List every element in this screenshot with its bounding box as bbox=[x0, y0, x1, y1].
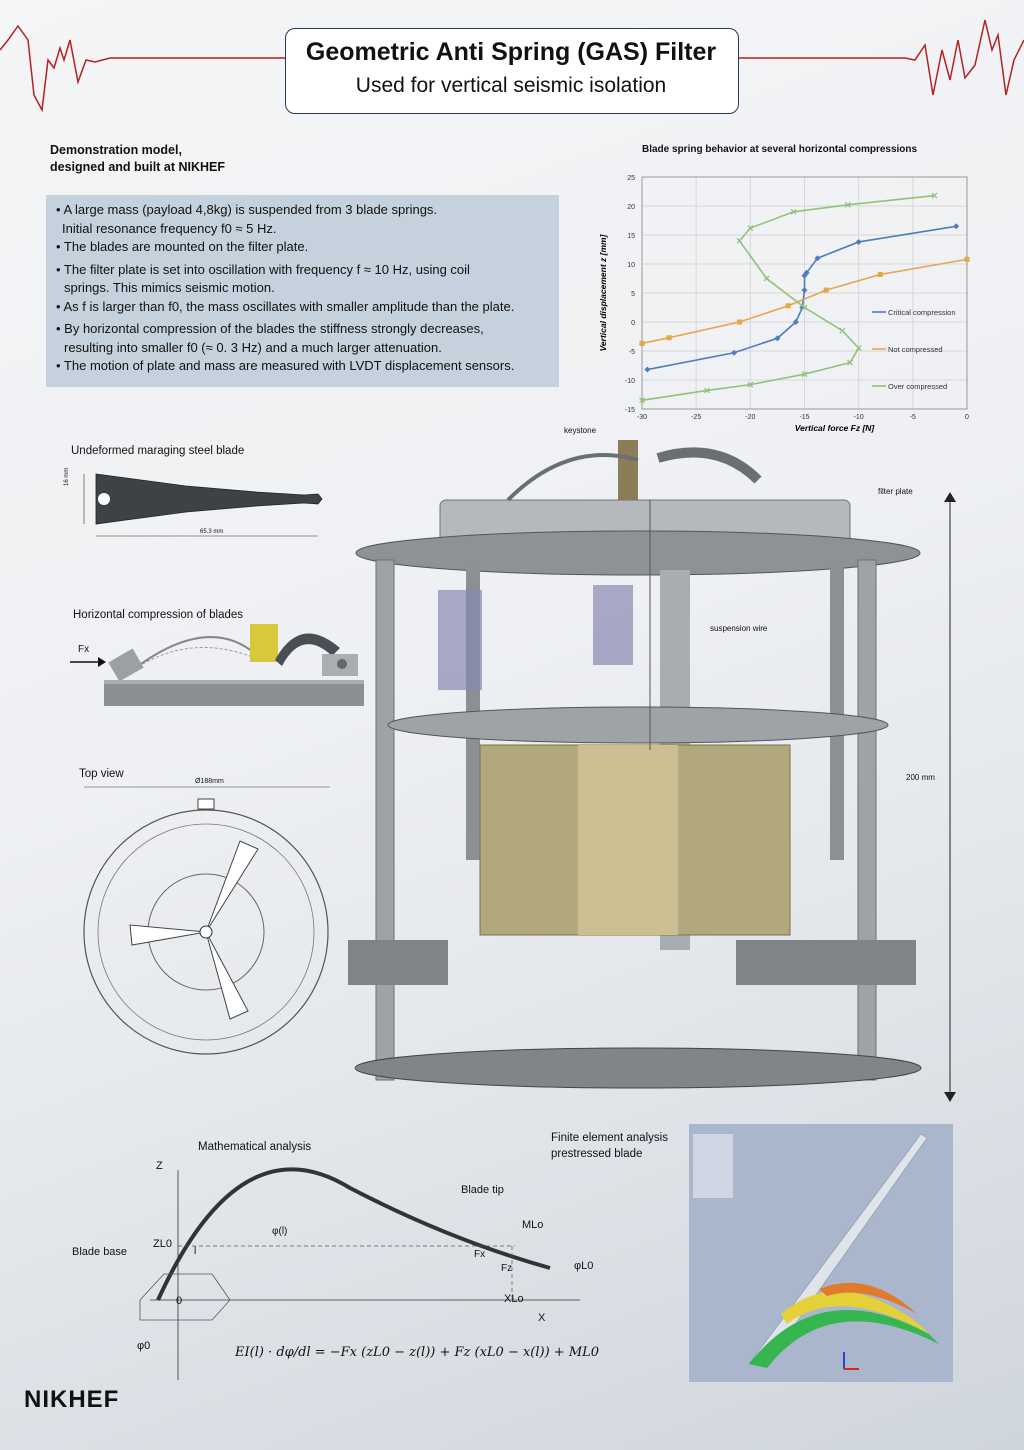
chart-point bbox=[824, 288, 829, 293]
chart-y-tick-label: -15 bbox=[624, 407, 635, 414]
bullet-1-line-2: Initial resonance frequency f0 ≈ 5 Hz. bbox=[62, 220, 277, 236]
chart-title: Blade spring behavior at several horizontal compressions bbox=[642, 144, 918, 155]
bullet-box bbox=[46, 195, 559, 387]
bullet-1-line-1: • A large mass (payload 4,8kg) is suspended from 3 blade springs. bbox=[56, 202, 438, 217]
bullet-5-line-1: • By horizontal compression of the blades the stiffness strongly decreases, bbox=[56, 321, 484, 336]
intro-line-1: Demonstration model, bbox=[50, 143, 182, 157]
chart-point bbox=[764, 276, 769, 281]
diag-z: Z bbox=[156, 1160, 163, 1172]
chart-y-tick-label: 0 bbox=[631, 320, 635, 327]
chart-legend-label: Over compressed bbox=[888, 382, 948, 391]
chart-y-tick-label: 15 bbox=[627, 233, 635, 240]
chart-point bbox=[786, 303, 791, 308]
chart-x-tick-label: -15 bbox=[799, 414, 810, 421]
filter-plate-label: filter plate bbox=[878, 487, 913, 496]
diag-x: X bbox=[538, 1312, 546, 1324]
chart-point bbox=[640, 341, 645, 346]
bullet-5 bbox=[56, 320, 559, 357]
keystone-label: keystone bbox=[564, 426, 597, 435]
math-label: Mathematical analysis bbox=[198, 1141, 312, 1153]
diag-l: l bbox=[194, 1246, 197, 1257]
chart-legend-label: Not compressed bbox=[888, 345, 943, 354]
blade-label: Undeformed maraging steel blade bbox=[71, 445, 245, 457]
blade-height-dim: 16 mm bbox=[64, 467, 70, 486]
chart-y-tick-label: 10 bbox=[627, 262, 635, 269]
diag-blade-base: Blade base bbox=[72, 1246, 128, 1258]
suspension-wire-label: suspension wire bbox=[710, 624, 768, 633]
compression-label: Horizontal compression of blades bbox=[73, 609, 244, 621]
diag-phil0: φL0 bbox=[574, 1260, 594, 1272]
chart-point bbox=[644, 367, 650, 373]
fx-label: Fx bbox=[78, 644, 90, 655]
chart-y-tick-label: 20 bbox=[627, 204, 635, 211]
chart-y-axis-label: Vertical displacement z [mm] bbox=[598, 234, 608, 352]
diag-mlo: MLo bbox=[522, 1219, 544, 1231]
bullet-4: • As f is larger than f0, the mass oscillates with smaller amplitude than the plate. bbox=[56, 298, 515, 314]
chart-x-axis-label: Vertical force Fz [N] bbox=[794, 423, 875, 433]
chart-y-tick-label: -5 bbox=[628, 349, 635, 356]
chart-x-tick-label: -25 bbox=[691, 414, 702, 421]
page-subtitle: Used for vertical seismic isolation bbox=[355, 74, 667, 97]
topview-dim: Ø188mm bbox=[195, 778, 224, 785]
chart-point bbox=[737, 320, 742, 325]
bullet-1 bbox=[56, 201, 559, 238]
chart-y-tick-label: 25 bbox=[627, 175, 635, 182]
fea-label-line-2: prestressed blade bbox=[551, 1148, 643, 1160]
chart-x-tick-label: -20 bbox=[745, 414, 756, 421]
fea-image bbox=[689, 1124, 953, 1382]
page-title: Geometric Anti Spring (GAS) Filter bbox=[305, 38, 717, 66]
intro-text bbox=[50, 142, 225, 176]
bullet-2: • The blades are mounted on the filter plate. bbox=[56, 239, 309, 254]
diag-zero: 0 bbox=[176, 1295, 183, 1307]
gas-filter-apparatus bbox=[338, 420, 943, 1110]
chart-x-tick-label: -30 bbox=[636, 414, 648, 421]
height-dim-arrow bbox=[940, 492, 960, 1112]
chart-point bbox=[667, 335, 672, 340]
bullet-6: • The motion of plate and mass are measured with LVDT displacement sensors. bbox=[56, 358, 515, 373]
fea-label bbox=[551, 1130, 668, 1162]
chart-point bbox=[878, 272, 883, 277]
chart-x-tick-label: 0 bbox=[965, 414, 969, 421]
diag-phi0: φ0 bbox=[137, 1340, 151, 1352]
chart-svg bbox=[590, 140, 990, 440]
diag-xlo: XLo bbox=[504, 1293, 524, 1305]
chart-y-tick-label: -10 bbox=[624, 378, 635, 385]
diag-blade-tip: Blade tip bbox=[461, 1184, 504, 1196]
blade-drawing bbox=[66, 468, 336, 548]
chart-x-tick-label: -5 bbox=[909, 414, 916, 421]
diag-zlo: ZL0 bbox=[153, 1238, 172, 1250]
chart-container bbox=[590, 140, 990, 440]
chart-point bbox=[953, 223, 959, 229]
chart-point bbox=[856, 239, 862, 245]
chart-legend-label: Critical compression bbox=[888, 308, 956, 317]
bullet-3-line-1: • The filter plate is set into oscillation with frequency f ≈ 10 Hz, using coil bbox=[56, 261, 470, 277]
chart-series-line bbox=[642, 196, 935, 401]
bullet-3-line-2: springs. This mimics seismic motion. bbox=[64, 280, 275, 295]
chart-y-tick-label: 5 bbox=[631, 291, 635, 298]
intro-line-2: designed and built at NIKHEF bbox=[50, 160, 226, 174]
diag-fx: Fx bbox=[474, 1249, 486, 1260]
bullet-5-line-2: resulting into smaller f0 (≈ 0. 3 Hz) and a much larger attenuation. bbox=[64, 339, 442, 355]
chart-x-tick-label: -10 bbox=[853, 414, 864, 421]
chart-point bbox=[965, 257, 970, 262]
topview-label: Top view bbox=[79, 768, 124, 780]
equation: EI(l) · dφ/dl = −Fx (zL0 − z(l)) + Fz (xL0 − x(l)) + ML0 bbox=[235, 1345, 600, 1360]
bullet-3 bbox=[56, 261, 559, 298]
compression-drawing bbox=[70, 620, 370, 710]
height-dim-label: 200 mm bbox=[906, 773, 935, 782]
diag-fz: Fz bbox=[501, 1263, 513, 1274]
chart-point bbox=[802, 287, 808, 293]
chart-point bbox=[737, 238, 742, 243]
diag-phil: φ(l) bbox=[272, 1226, 288, 1237]
chart-point bbox=[840, 328, 845, 333]
topview-drawing bbox=[80, 785, 335, 1080]
nikhef-logo: NIKHEF bbox=[24, 1386, 120, 1413]
blade-width-dim: 65.3 mm bbox=[200, 529, 224, 535]
fea-label-line-1: Finite element analysis bbox=[551, 1132, 668, 1144]
